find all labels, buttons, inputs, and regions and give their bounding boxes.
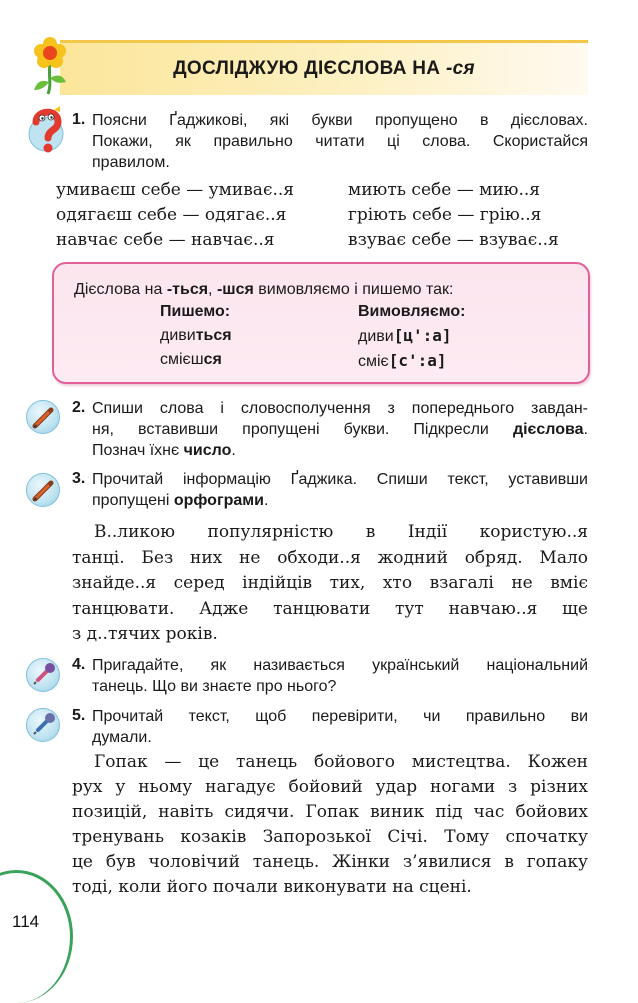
suffix-tsia: -ться xyxy=(166,281,209,298)
say-header: Вимовляємо: xyxy=(358,303,466,320)
text-line: рух у ньому нагадує бойовий удар ногами з різних xyxy=(72,777,588,797)
text-line: це був чоловічий танець. Жінки з’явилися в гопаку xyxy=(72,852,588,872)
say-column xyxy=(358,300,465,374)
word-pairs-left xyxy=(56,178,294,253)
word-pair: гріють себе — грію..я xyxy=(348,205,542,225)
task-3-instructions: Прочитай інформацію Ґаджика. Спиши текст, уставивши пропущені орфограми. xyxy=(92,471,588,509)
text-line: Гопак — це танець бойового мистецтва. Кожен xyxy=(94,752,588,772)
question-mark-character-icon xyxy=(24,104,68,156)
task-5-number: 5. xyxy=(72,707,86,724)
microphone-icon xyxy=(26,708,60,742)
microphone-icon xyxy=(26,658,60,692)
keyword-verbs: дієслова xyxy=(512,421,584,438)
word-pairs-right xyxy=(348,178,559,253)
write-header: Пишемо: xyxy=(160,303,231,320)
text-line: В..ликою популярністю в Індії користую..я xyxy=(94,522,588,542)
word-pair: одягаєш себе — одягає..я xyxy=(56,205,287,225)
task-4-number: 4. xyxy=(72,656,86,673)
task-1-instructions xyxy=(92,110,588,173)
write-column xyxy=(160,300,232,372)
say-example-2: сміє[с':а] xyxy=(358,351,447,370)
text-line: позицій, навіть сидячи. Гопак виник під час бойових xyxy=(72,802,588,822)
task-1-line: Покажи, як правильно читати ці слова. Скористайся xyxy=(92,133,588,150)
title-suffix: -ся xyxy=(445,58,475,79)
text-line: тоді, коли його почали виконувати на сцені. xyxy=(72,877,472,897)
task-5-instructions: Прочитай текст, щоб перевірити, чи правильно ви думали. xyxy=(92,708,588,746)
pen-icon xyxy=(26,473,60,507)
suffix-shsia: -шся xyxy=(216,281,254,298)
write-example-1: дивиться xyxy=(160,327,232,344)
task-5-text xyxy=(72,750,588,900)
word-pair: взуває себе — взуває..я xyxy=(348,230,559,250)
task-1-number: 1. xyxy=(72,111,86,128)
task-2-number: 2. xyxy=(72,399,86,416)
task-1-line: правилом. xyxy=(92,154,170,171)
task-1-line: Поясни Ґаджикові, які букви пропущено в дієсловах. xyxy=(92,112,588,129)
keyword-number: число xyxy=(183,442,232,459)
text-line: з д..тячих років. xyxy=(72,624,218,644)
text-line: знайде..я серед індійців тих, хто взагалі не вміє xyxy=(72,573,588,593)
word-pair: умиваєш себе — умиває..я xyxy=(56,180,294,200)
page-corner-arc xyxy=(0,870,73,1003)
task-4-instructions: Пригадайте, як називається український національний танець. Що ви знаєте про нього? xyxy=(92,657,588,695)
task-3-text xyxy=(72,520,588,648)
page-title: ДОСЛІДЖУЮ ДІЄСЛОВА НА -ся xyxy=(173,58,475,79)
text-line: танці. Без них не обходи..я жодний обряд. Мало xyxy=(72,547,588,568)
task-3-number: 3. xyxy=(72,470,86,487)
task-2-instructions: Спиши слова і словосполучення з попереднього завдан- ня, вставивши пропущені букви. Підкресли дієслова. Познач їхнє число. xyxy=(92,400,588,459)
rule-intro: Дієслова на -ться, -шся вимовляємо і пишемо так: xyxy=(74,281,454,298)
word-pair: навчає себе — навчає..я xyxy=(56,230,275,250)
say-example-1: диви[ц':а] xyxy=(358,326,452,345)
text-line: танцювати. Адже танцювати тут навчаю..я ще xyxy=(72,598,588,619)
word-pair: миють себе — мию..я xyxy=(348,180,540,200)
write-example-2: смієшся xyxy=(160,351,222,368)
pen-icon xyxy=(26,400,60,434)
text-line: тренувань козаків Запорозької Січі. Тому спочатку xyxy=(72,827,588,847)
keyword-orthograms: орфограми xyxy=(173,492,264,509)
page-number: 114 xyxy=(12,912,40,931)
